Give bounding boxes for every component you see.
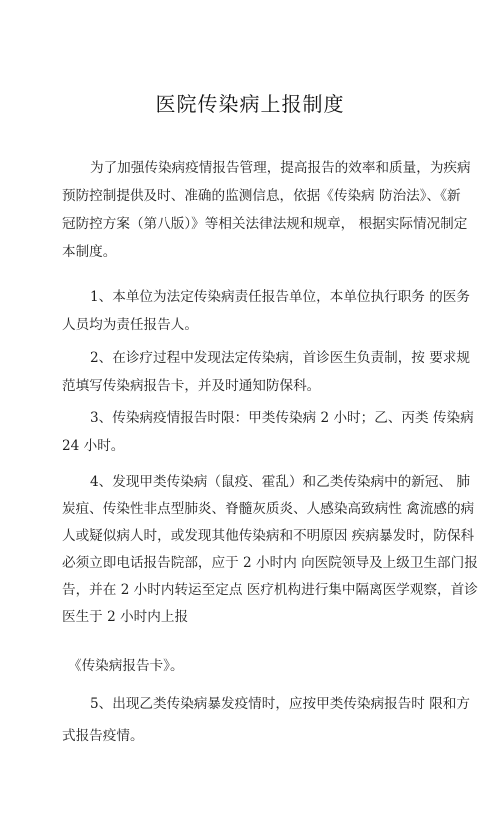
text-line: 《传染病报告卡》。 <box>68 658 184 674</box>
text-line: 医生于 2 小时内上报 <box>62 609 189 625</box>
text-line: 式报告疫情。 <box>62 728 144 744</box>
text-line: 范填写传染病报告卡，并及时通知防保科。 <box>62 378 321 394</box>
paragraph-item-1 <box>62 285 470 337</box>
paragraph-item-5 <box>62 692 470 748</box>
text-line: 告，并在 2 小时内转运至定点 医疗机构进行集中隔离医学观察，首诊 <box>62 582 478 598</box>
text-line: 必须立即电话报告院部，应于 2 小时内 向医院领导及上级卫生部门报 <box>62 555 478 571</box>
text-line: 冠防控方案（第八版）》等相关法律法规和规章， 根据实际情况制定 <box>62 216 468 232</box>
document-title: 医院传染病上报制度 <box>155 92 345 116</box>
text-line: 本制度。 <box>62 244 117 260</box>
paragraph-intro <box>62 156 471 264</box>
text-line: 5、出现乙类传染病暴发疫情时，应按甲类传染病报告时 限和方 <box>90 696 470 712</box>
text-line: 炭疽、传染性非点型肺炎、脊髓灰质炎、人感染高致病性 禽流感的病 <box>62 501 475 517</box>
text-line: 2、在诊疗过程中发现法定传染病，首诊医生负责制，按 要求规 <box>90 350 470 366</box>
paragraph-item-2 <box>62 346 470 398</box>
text-line: 3、传染病疫情报告时限：甲类传染病 2 小时；乙、丙类 传染病 <box>90 410 474 426</box>
text-line: 预防控制提供及时、准确的监测信息，依据《传染病 防治法》、《新 <box>62 188 461 204</box>
text-line: 24 小时。 <box>62 438 125 454</box>
text-line: 为了加强传染病疫情报告管理，提高报告的效率和质量，为疾病 <box>90 160 471 176</box>
paragraph-report-card <box>68 654 450 678</box>
paragraph-item-4 <box>62 470 478 629</box>
text-line: 4、发现甲类传染病（鼠疫、霍乱）和乙类传染病中的新冠、 肺 <box>90 474 470 490</box>
paragraph-item-3 <box>62 406 474 458</box>
text-line: 人员均为责任报告人。 <box>62 317 198 333</box>
text-line: 人或疑似病人时，或发现其他传染病和不明原因 疾病暴发时，防保科 <box>62 528 475 544</box>
text-line: 1、本单位为法定传染病责任报告单位，本单位执行职务 的医务 <box>90 289 470 305</box>
